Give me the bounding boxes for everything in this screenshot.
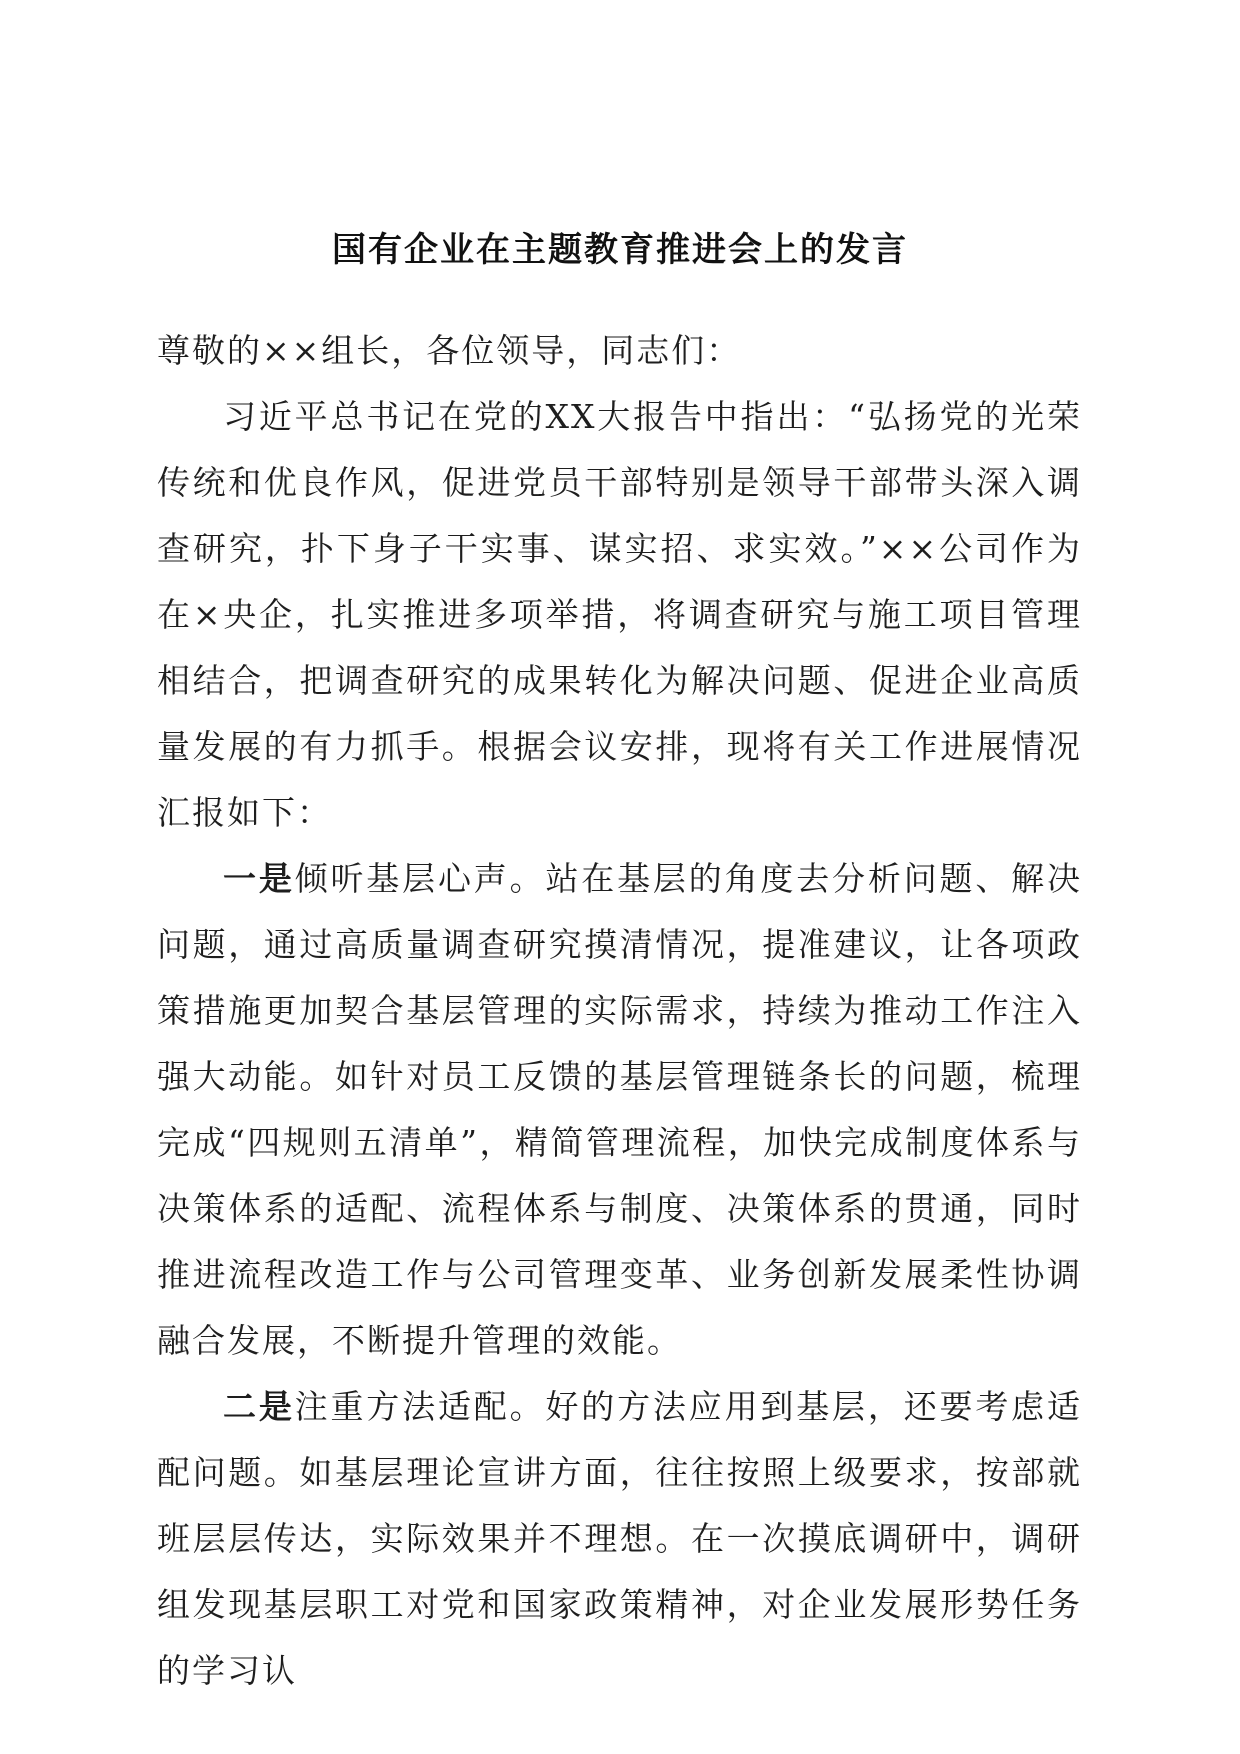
paragraph-point-one	[157, 846, 1082, 1374]
salutation: 尊敬的××组长，各位领导，同志们：	[157, 331, 742, 370]
paragraph-text: 注重方法适配。好的方法应用到基层，还要考虑适配问题。如基层理论宣讲方面，往往按照上级要求，按部就班层层传达，实际效果并不理想。在一次摸底调研中，调研组发现基层职工对党和国家政策精神，对企业发展形势任务的学习认	[157, 1387, 1083, 1690]
paragraph-point-two	[157, 1374, 1082, 1704]
paragraph-lead: 二是	[223, 1387, 295, 1426]
paragraph-lead: 一是	[223, 859, 295, 898]
paragraph-text: 倾听基层心声。站在基层的角度去分析问题、解决问题，通过高质量调查研究摸清情况，提准建议，让各项政策措施更加契合基层管理的实际需求，持续为推动工作注入强大动能。如针对员工反馈的基层管理链条长的问题，梳理完成“四规则五清单”，精简管理流程，加快完成制度体系与决策体系的适配、流程体系与制度、决策体系的贯通，同时推进流程改造工作与公司管理变革、业务创新发展柔性协调融合发展，不断提升管理的效能。	[157, 859, 1083, 1360]
paragraph-intro	[157, 384, 1082, 846]
document-title: 国有企业在主题教育推进会上的发言	[332, 230, 908, 270]
document-body	[157, 318, 1082, 1704]
paragraph-text: 习近平总书记在党的XX大报告中指出：“弘扬党的光荣传统和优良作风，促进党员干部特别是领导干部带头深入调查研究，扑下身子干实事、谋实招、求实效。”××公司作为在×央企，扎实推进多项举措，将调查研究与施工项目管理相结合，把调查研究的成果转化为解决问题、促进企业高质量发展的有力抓手。根据会议安排，现将有关工作进展情况汇报如下：	[157, 397, 1082, 832]
